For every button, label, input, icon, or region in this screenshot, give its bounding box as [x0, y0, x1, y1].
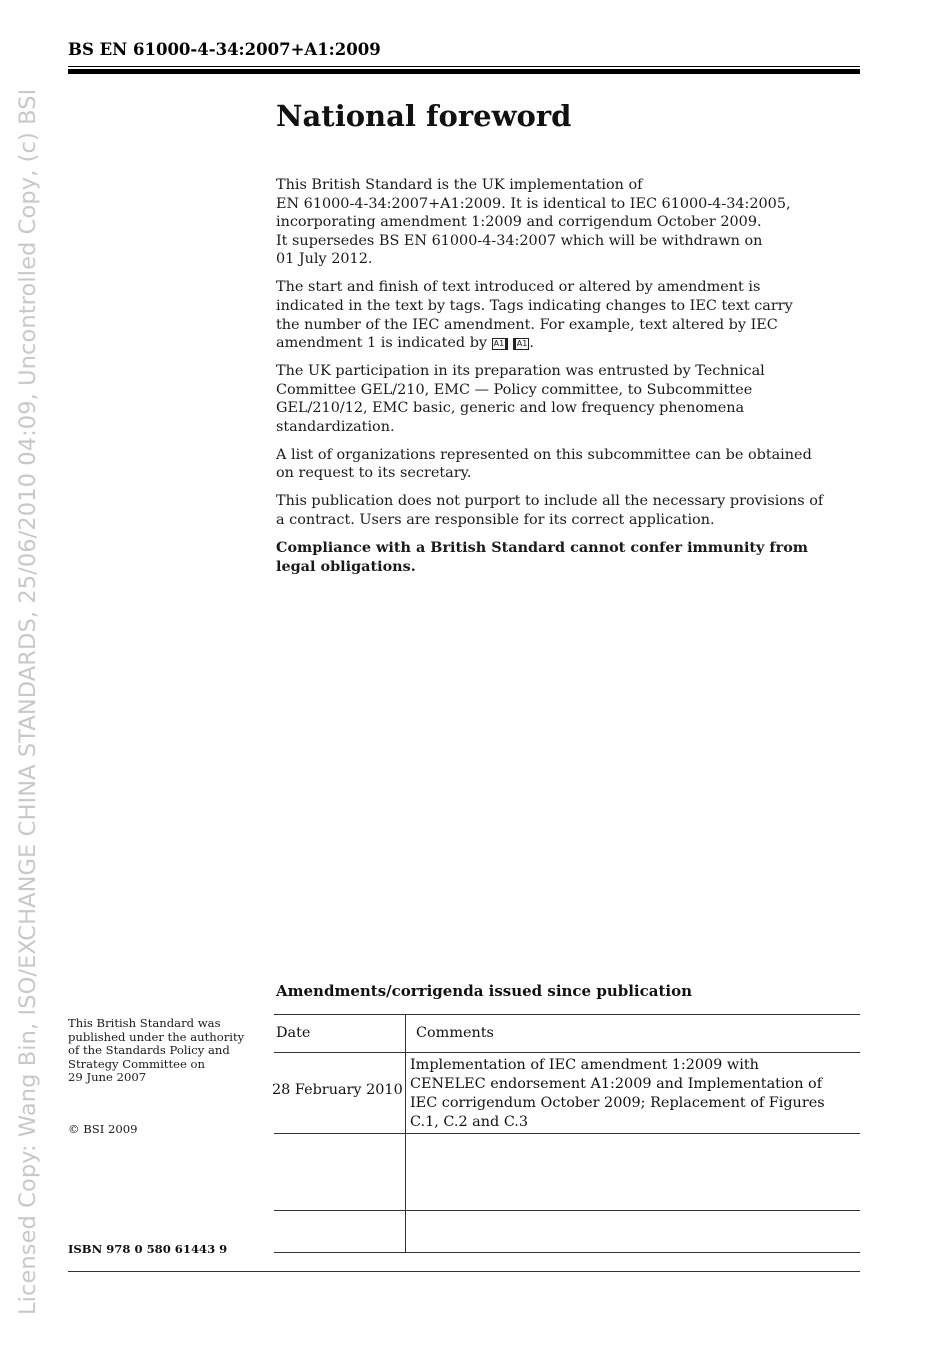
footer-rule: [68, 1271, 860, 1272]
paragraph-provisions: [276, 492, 850, 529]
text-line: This British Standard is the UK implementation of: [276, 177, 643, 193]
table-rule: [274, 1252, 860, 1253]
text-fragment: amendment 1 is indicated by: [276, 335, 488, 352]
text-line: CENELEC endorsement A1:2009 and Implementation of: [410, 1076, 823, 1092]
column-header-comments: Comments: [416, 1025, 494, 1041]
text-line: published under the authority: [68, 1029, 245, 1044]
table-rule: [274, 1014, 860, 1015]
table-rule: [274, 1210, 860, 1211]
text-line: IEC corrigendum October 2009; Replacement of Figures: [410, 1095, 825, 1111]
header-rule-thin: [68, 66, 860, 67]
text-line: A list of organizations represented on this subcommittee can be obtained: [276, 446, 812, 463]
text-fragment: .: [529, 335, 534, 352]
text-line: GEL/210/12, EMC basic, generic and low frequency phenomena: [276, 400, 745, 417]
text-line: This publication does not purport to include all the necessary provisions of: [276, 493, 824, 510]
text-line: Strategy Committee on: [68, 1056, 205, 1071]
text-line: legal obligations.: [276, 557, 416, 575]
watermark-strip: [0, 0, 41, 1345]
publication-authority: [68, 1017, 258, 1085]
text-line: indicated in the text by tags. Tags indicating changes to IEC text carry: [276, 297, 793, 314]
paragraph-participation: [276, 362, 850, 436]
table-rule: [274, 1133, 860, 1134]
header-rule-thick: [68, 69, 860, 74]
text-line: Implementation of IEC amendment 1:2009 with: [410, 1057, 759, 1073]
table-column-divider: [405, 1015, 406, 1253]
text-line: 01 July 2012.: [276, 251, 373, 268]
table-cell-date: 28 February 2010: [272, 1082, 403, 1098]
copyright-notice: © BSI 2009: [68, 1122, 138, 1136]
table-cell-comments: [410, 1056, 855, 1132]
text-line: The start and finish of text introduced or altered by amendment is: [276, 279, 761, 296]
paragraph-organizations: [276, 446, 850, 483]
text-line: Compliance with a British Standard cannot confer immunity from: [276, 539, 809, 557]
paragraph-compliance: [276, 539, 850, 576]
text-line: It supersedes BS EN 61000-4-34:2007 which will be withdrawn on: [276, 232, 763, 249]
text-line: 29 June 2007: [68, 1070, 147, 1085]
text-line: standardization.: [276, 418, 395, 435]
amendments-heading: Amendments/corrigenda issued since publication: [276, 982, 692, 1000]
page-title: National foreword: [276, 99, 572, 133]
text-line: [276, 334, 850, 353]
amendment-start-tag-icon: A1: [492, 338, 509, 350]
watermark-text: Licensed Copy: Wang Bin, ISO/EXCHANGE CHINA STANDARDS, 25/06/2010 04:09, Uncontrolled Copy, (c) BSI: [15, 88, 41, 1315]
text-line: on request to its secretary.: [276, 465, 472, 482]
foreword-body: [276, 176, 850, 586]
paragraph-amendment-tags: [276, 278, 850, 352]
document-id: BS EN 61000-4-34:2007+A1:2009: [68, 40, 381, 59]
column-header-date: Date: [276, 1025, 311, 1041]
amendment-end-tag-icon: A1: [513, 338, 530, 350]
paragraph-implementation: [276, 176, 850, 269]
text-line: the number of the IEC amendment. For example, text altered by IEC: [276, 316, 778, 333]
text-line: C.1, C.2 and C.3: [410, 1114, 529, 1130]
text-line: incorporating amendment 1:2009 and corrigendum October 2009.: [276, 214, 762, 231]
text-line: a contract. Users are responsible for its correct application.: [276, 512, 715, 529]
text-line: This British Standard was: [68, 1016, 221, 1030]
text-line: Committee GEL/210, EMC — Policy committee, to Subcommittee: [276, 381, 753, 398]
isbn: ISBN 978 0 580 61443 9: [68, 1242, 228, 1256]
table-rule: [274, 1052, 860, 1053]
text-line: EN 61000-4-34:2007+A1:2009. It is identical to IEC 61000-4-34:2005,: [276, 195, 791, 212]
text-line: of the Standards Policy and: [68, 1043, 230, 1058]
text-line: The UK participation in its preparation was entrusted by Technical: [276, 363, 765, 380]
